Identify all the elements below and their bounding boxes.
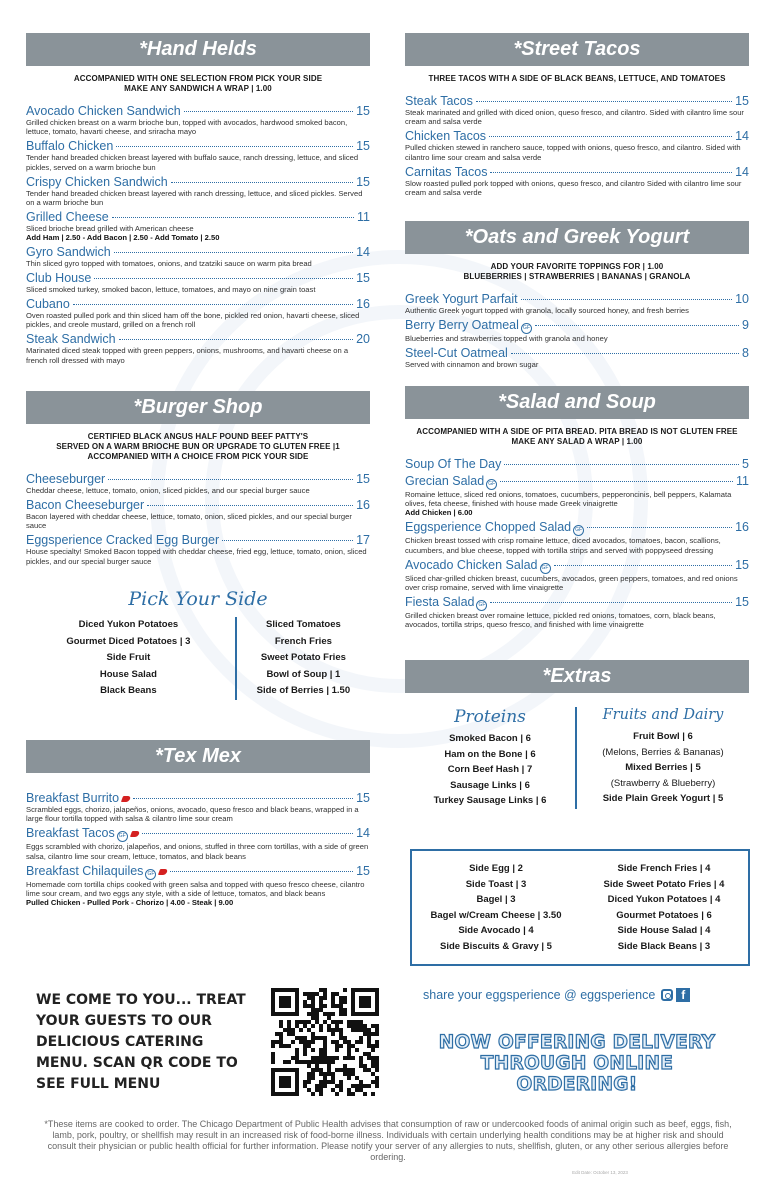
proteins-title: Proteins	[454, 707, 526, 727]
leader-dots	[112, 217, 354, 218]
leader-dots	[171, 182, 353, 183]
section-header: *Tex Mex	[26, 740, 370, 773]
disclaimer-text: *These items are cooked to order. The Chicago Department of Public Health advises that consumption of raw or undercooked foods of animal origin such as beef, eggs, fish, lamb, pork, poultry, or shellfish may result in an increased risk of food-borne illness. Individuals with certain underlying health conditions may be at higher risk and should consult their physician or public health official for further information. Please notify your server of any allergies to nuts, shellfish, gluten, or any other serious allergies before ordering.	[44, 1119, 732, 1162]
section-header: *Hand Helds	[26, 33, 370, 66]
item-addons: Add Chicken | 6.00	[405, 508, 473, 518]
item-description: Scrambled eggs, chorizo, jalapeños, onions, avocado, queso fresco and black beans, wrapped in a large flour tortilla topped with salsa & cilantro lime sour cream	[26, 805, 359, 824]
spicy-pepper-icon	[121, 796, 131, 802]
list-entry: Bowl of Soup | 1	[266, 668, 341, 680]
item-name: Cubano	[26, 297, 70, 312]
item-price: 15	[735, 94, 749, 108]
social-text: share your eggsperience @ eggsperience	[423, 988, 656, 1002]
facebook-icon[interactable]: f	[676, 988, 690, 1002]
menu-list	[405, 94, 749, 197]
item-description: Grilled chicken breast over romaine lettuce, pickled red onions, tomatoes, corn, black beans, avocados, tortilla strips, queso fresco, and finished with lime vinaigrette	[405, 610, 716, 630]
leader-dots	[521, 299, 733, 300]
list-entry: Smoked Bacon | 6	[449, 733, 531, 744]
item-description: Romaine lettuce, sliced red onions, tomatoes, cucumbers, pepperoncinis, bell peppers, Kalamata olives, feta cheese, finished with house made Greek vinaigrette	[405, 489, 732, 508]
item-price: 17	[356, 533, 370, 548]
section-header: *Burger Shop	[26, 391, 370, 424]
proteins-list	[405, 731, 575, 809]
list-entry: Black Beans	[100, 685, 157, 696]
item-name: Fiesta Salad	[405, 594, 475, 609]
delivery-banner: NOW OFFERING DELIVERY THROUGH ONLINE ORDERING!	[438, 1032, 716, 1095]
list-entry: French Fries	[274, 635, 332, 647]
item-description: Homemade corn tortilla chips cooked with green salsa and topped with queso fresco cheese, cilantro lime sour cream, and two eggs any style, with a side of lettuce, tomatos, and black beans	[26, 879, 365, 899]
item-name: Soup Of The Day	[405, 457, 502, 471]
menu-item	[26, 864, 370, 908]
item-name: Gyro Sandwich	[26, 245, 111, 260]
list-entry: Side House Salad | 4	[617, 925, 711, 936]
catering-text: WE COME TO YOU... TREAT YOUR GUESTS TO OUR DELICIOUS CATERING MENU. SCAN QR CODE TO SEE FULL MENU	[36, 992, 246, 1092]
item-description: Served with cinnamon and brown sugar	[405, 359, 539, 369]
edit-date: Edit Date: October 13, 2023	[572, 1170, 628, 1175]
menu-item	[405, 457, 749, 471]
item-price: 15	[356, 791, 370, 805]
list-entry: Side Biscuits & Gravy | 5	[440, 940, 552, 952]
list-entry: Side Toast | 3	[465, 878, 527, 890]
salad-soup-section	[405, 386, 749, 632]
social-line	[423, 988, 753, 1002]
leader-dots	[116, 146, 353, 147]
item-name: Bacon Cheeseburger	[26, 497, 145, 512]
list-entry: Corn Beef Hash | 7	[447, 764, 533, 775]
item-price: 8	[742, 345, 749, 360]
item-name: Breakfast Chilaquiles	[26, 863, 144, 878]
item-description: Sliced char-grilled chicken breast, cucumbers, avocados, green peppers, tomatoes, and red onions over crisp romaine, served with lime vinaigrette	[405, 573, 738, 592]
menu-item	[405, 520, 749, 555]
fruits-dairy-title: Fruits and Dairy	[602, 707, 724, 723]
item-name: Carnitas Tacos	[405, 164, 488, 179]
gluten-free-icon: GF	[573, 525, 584, 536]
leader-dots	[73, 304, 353, 305]
list-entry: Diced Yukon Potatoes	[78, 619, 179, 630]
menu-item	[405, 595, 749, 630]
item-name: Greek Yogurt Parfait	[405, 292, 518, 306]
section-header: *Extras	[405, 660, 749, 693]
menu-item	[26, 297, 370, 330]
menu-item	[405, 165, 749, 198]
leader-dots	[147, 505, 353, 506]
leader-dots	[108, 479, 353, 480]
item-name: Steel-Cut Oatmeal	[405, 345, 508, 360]
list-entry: Side Egg | 2	[469, 863, 523, 874]
item-name: Breakfast Tacos	[26, 826, 115, 841]
list-entry: Side Plain Greek Yogurt | 5	[602, 793, 724, 804]
list-entry: Turkey Sausage Links | 6	[433, 795, 547, 806]
menu-list	[26, 791, 370, 908]
item-price: 15	[356, 863, 370, 878]
hand-helds-section	[26, 33, 370, 368]
leader-dots	[535, 325, 739, 326]
item-name: Eggsperience Chopped Salad	[405, 520, 572, 535]
gluten-free-icon: GF	[145, 869, 156, 880]
menu-item	[26, 245, 370, 268]
item-price: 15	[356, 174, 370, 189]
item-price: 15	[356, 104, 370, 118]
item-price: 14	[356, 245, 370, 260]
list-entry: Side Fruit	[106, 652, 151, 663]
item-description: Blueberries and strawberries topped with granola and honey	[405, 333, 608, 343]
instagram-icon[interactable]	[661, 989, 673, 1001]
item-addons: Add Ham | 2.50 - Add Bacon | 2.50 - Add Tomato | 2.50	[26, 233, 220, 243]
item-price: 14	[735, 129, 749, 144]
item-name: Steak Tacos	[405, 94, 473, 108]
leader-dots	[489, 136, 732, 137]
list-entry: Side French Fries | 4	[617, 863, 711, 874]
pick-your-side-title: Pick Your Side	[128, 588, 268, 610]
section-header: *Street Tacos	[405, 33, 749, 66]
item-price: 15	[356, 139, 370, 154]
list-entry: Diced Yukon Potatoes | 4	[607, 894, 721, 905]
menu-item	[405, 94, 749, 127]
item-price: 14	[356, 826, 370, 841]
menu-item	[26, 533, 370, 566]
item-price: 16	[735, 520, 749, 535]
list-entry: Gourmet Potatoes | 6	[616, 909, 712, 921]
list-entry: Ham on the Bone | 6	[444, 748, 536, 760]
leader-dots	[170, 871, 353, 872]
item-price: 15	[735, 557, 749, 572]
item-description: Bacon layered with cheddar cheese, lettuce, tomato, onion, sliced pickles, and our special burger sauce	[26, 511, 352, 531]
item-description: Eggs scrambled with chorizo, jalapeños, and onions, stuffed in three corn tortillas, with a side of green salsa, cilantro lime sour cream, lettuce, tomatos, and black beans	[26, 842, 369, 861]
extra-sides-box	[410, 849, 750, 966]
gluten-free-icon: GF	[476, 600, 487, 611]
menu-item	[26, 271, 370, 294]
menu-item	[405, 474, 749, 518]
list-entry: Sausage Links | 6	[450, 779, 530, 791]
item-price: 15	[735, 594, 749, 609]
section-subtitle: CERTIFIED BLACK ANGUS HALF POUND BEEF PATTY'S SERVED ON A WARM BRIOCHE BUN OR UPGRADE TO GLUTEN FREE |1 ACCOMPANIED WITH A CHOICE FROM PICK YOUR SIDE	[56, 432, 340, 461]
item-price: 15	[356, 271, 370, 286]
burger-shop-section	[26, 391, 370, 569]
item-price: 16	[356, 497, 370, 512]
section-subtitle: THREE TACOS WITH A SIDE OF BLACK BEANS, LETTUCE, AND TOMATOES	[428, 74, 726, 83]
item-description: Tender hand breaded chicken breast layered with ranch dressing, lettuce, and sliced pickles. Served on a warm brioche bun	[26, 188, 363, 208]
item-description: Oven roasted pulled pork and thin sliced ham off the bone, pickled red onion, havarti cheese, sliced pickles, and creole mustard, grilled on a french roll	[26, 311, 360, 330]
leader-dots	[142, 833, 353, 834]
list-entry: Mixed Berries | 5	[625, 762, 701, 773]
item-description: Chicken breast tossed with crisp romaine lettuce, diced avocados, tomatoes, bacon, scallions, cucumbers, and blue cheese, topped with tortilla strips and served with poppyseed dressing	[405, 536, 721, 555]
menu-item	[26, 472, 370, 495]
menu-item	[405, 558, 749, 593]
list-entry: (Melons, Berries & Bananas)	[602, 746, 724, 758]
item-price: 14	[735, 164, 749, 179]
leader-dots	[119, 339, 353, 340]
menu-item	[405, 318, 749, 343]
menu-item	[26, 332, 370, 365]
section-subtitle: ACCOMPANIED WITH ONE SELECTION FROM PICK YOUR SIDE MAKE ANY SANDWICH A WRAP | 1.00	[73, 74, 323, 93]
leader-dots	[222, 540, 353, 541]
item-description: Grilled chicken breast on a warm brioche bun, topped with avocados, hardwood smoked bacon, lettuce, tomato, havarti cheese, and sriracha mayo	[26, 118, 348, 137]
item-description: House specialty! Smoked Bacon topped with cheddar cheese, fried egg, lettuce, tomato, onion, sliced pickles, and our special burger sauce	[26, 547, 367, 566]
gluten-free-icon: GF	[521, 323, 532, 334]
item-name: Chicken Tacos	[405, 129, 487, 144]
extra-sides-right	[580, 861, 748, 964]
list-entry: Fruit Bowl | 6	[633, 731, 693, 742]
item-name: Avocado Chicken Salad	[405, 557, 538, 572]
leader-dots	[490, 172, 732, 173]
list-entry: House Salad	[99, 668, 157, 680]
item-name: Breakfast Burrito	[26, 791, 120, 805]
leader-dots	[490, 602, 732, 603]
item-price: 11	[736, 473, 749, 488]
pick-your-side-section	[26, 588, 370, 700]
gluten-free-icon: GF	[486, 479, 497, 490]
section-header: *Salad and Soup	[405, 386, 749, 419]
list-entry: (Strawberry & Blueberry)	[610, 777, 716, 789]
item-description: Sliced smoked turkey, smoked bacon, lettuce, tomatoes, and mayo on nine grain toast	[26, 285, 316, 295]
list-entry: Bagel w/Cream Cheese | 3.50	[430, 909, 562, 921]
section-subtitle: ADD YOUR FAVORITE TOPPINGS FOR | 1.00 BLUEBERRIES | STRAWBERRIES | BANANAS | GRANOLA	[463, 262, 691, 281]
item-name: Buffalo Chicken	[26, 139, 114, 154]
item-description: Slow roasted pulled pork topped with onions, queso fresco, and cilantro Sided with cilantro lime sour cream and salsa verde	[405, 178, 742, 198]
menu-item	[26, 826, 370, 861]
menu-item	[405, 346, 749, 369]
item-description: Thin sliced gyro topped with tomatoes, onions, and tzatziki sauce on warm pita bread	[26, 259, 312, 269]
menu-item	[26, 210, 370, 243]
oats-section	[405, 221, 749, 372]
item-price: 10	[735, 292, 749, 306]
leader-dots	[587, 527, 732, 528]
street-tacos-section	[405, 33, 749, 200]
item-description: Pulled chicken stewed in ranchero sauce, topped with onions, queso fresco, and cilantro. Sided with cilantro lime sour cream and salsa verde	[405, 143, 741, 162]
fruits-dairy-list	[577, 729, 749, 807]
list-entry: Side Avocado | 4	[458, 925, 534, 936]
item-price: 20	[356, 332, 370, 347]
item-price: 16	[356, 297, 370, 312]
item-price: 11	[357, 209, 370, 224]
menu-item	[405, 129, 749, 162]
list-entry: Side of Berries | 1.50	[256, 685, 351, 696]
menu-item	[26, 139, 370, 172]
list-entry: Sliced Tomatoes	[265, 619, 341, 630]
item-description: Tender hand breaded chicken breast layered with buffalo sauce, ranch dressing, lettuce, and sliced pickles, served on a warm brioche bun	[26, 153, 359, 172]
leader-dots	[500, 481, 733, 482]
list-entry: Sweet Potato Fries	[260, 652, 346, 663]
leader-dots	[504, 464, 739, 465]
menu-item	[26, 104, 370, 137]
item-addons: Pulled Chicken - Pulled Pork - Chorizo | 4.00 - Steak | 9.00	[26, 898, 234, 908]
item-name: Berry Berry Oatmeal	[405, 317, 519, 332]
menu-item	[26, 791, 370, 824]
item-name: Club House	[26, 271, 92, 286]
item-price: 5	[742, 457, 749, 471]
list-entry: Side Sweet Potato Fries | 4	[603, 878, 725, 890]
tex-mex-section	[26, 740, 370, 910]
qr-code[interactable]	[271, 988, 379, 1096]
item-name: Eggsperience Cracked Egg Burger	[26, 533, 220, 548]
item-price: 9	[742, 317, 749, 332]
menu-list	[405, 457, 749, 630]
menu-list	[26, 472, 370, 566]
item-description: Sliced brioche bread grilled with American cheese	[26, 223, 194, 233]
item-name: Crispy Chicken Sandwich	[26, 174, 168, 189]
leader-dots	[94, 278, 353, 279]
section-subtitle: ACCOMPANIED WITH A SIDE OF PITA BREAD. PITA BREAD IS NOT GLUTEN FREE MAKE ANY SALAD A WRAP | 1.00	[416, 427, 738, 446]
list-entry: Side Black Beans | 3	[617, 940, 711, 952]
leader-dots	[133, 798, 353, 799]
item-description: Marinated diced steak topped with green peppers, onions, mushrooms, and havarti cheese on a french roll dressed with mayo	[26, 346, 349, 365]
spicy-pepper-icon	[158, 869, 168, 875]
menu-item	[26, 175, 370, 208]
menu-list	[405, 292, 749, 369]
leader-dots	[184, 111, 353, 112]
sides-right	[237, 617, 370, 700]
section-header: *Oats and Greek Yogurt	[405, 221, 749, 254]
menu-item	[405, 292, 749, 315]
item-name: Steak Sandwich	[26, 332, 116, 347]
leader-dots	[511, 353, 739, 354]
item-name: Cheeseburger	[26, 472, 106, 486]
leader-dots	[554, 565, 733, 566]
menu-item	[26, 498, 370, 531]
item-description: Authentic Greek yogurt topped with granola, locally sourced honey, and fresh berries	[405, 306, 689, 315]
item-name: Avocado Chicken Sandwich	[26, 104, 181, 118]
spicy-pepper-icon	[130, 831, 140, 837]
menu-list	[26, 104, 370, 365]
item-name: Grecian Salad	[405, 473, 485, 488]
extra-sides-left	[412, 861, 580, 964]
item-description: Cheddar cheese, lettuce, tomato, onion, sliced pickles, and our special burger sauce	[26, 486, 310, 495]
gluten-free-icon: GF	[117, 831, 128, 842]
item-price: 15	[356, 472, 370, 486]
extras-section	[405, 660, 749, 809]
gluten-free-icon: GF	[540, 563, 551, 574]
list-entry: Gourmet Diced Potatoes | 3	[66, 635, 191, 647]
item-name: Grilled Cheese	[26, 209, 109, 224]
sides-left	[26, 617, 237, 700]
leader-dots	[114, 252, 353, 253]
leader-dots	[476, 101, 732, 102]
list-entry: Bagel | 3	[476, 894, 516, 905]
item-description: Steak marinated and grilled with diced onion, queso fresco, and cilantro. Sided with cilantro lime sour cream and salsa verde	[405, 108, 744, 127]
